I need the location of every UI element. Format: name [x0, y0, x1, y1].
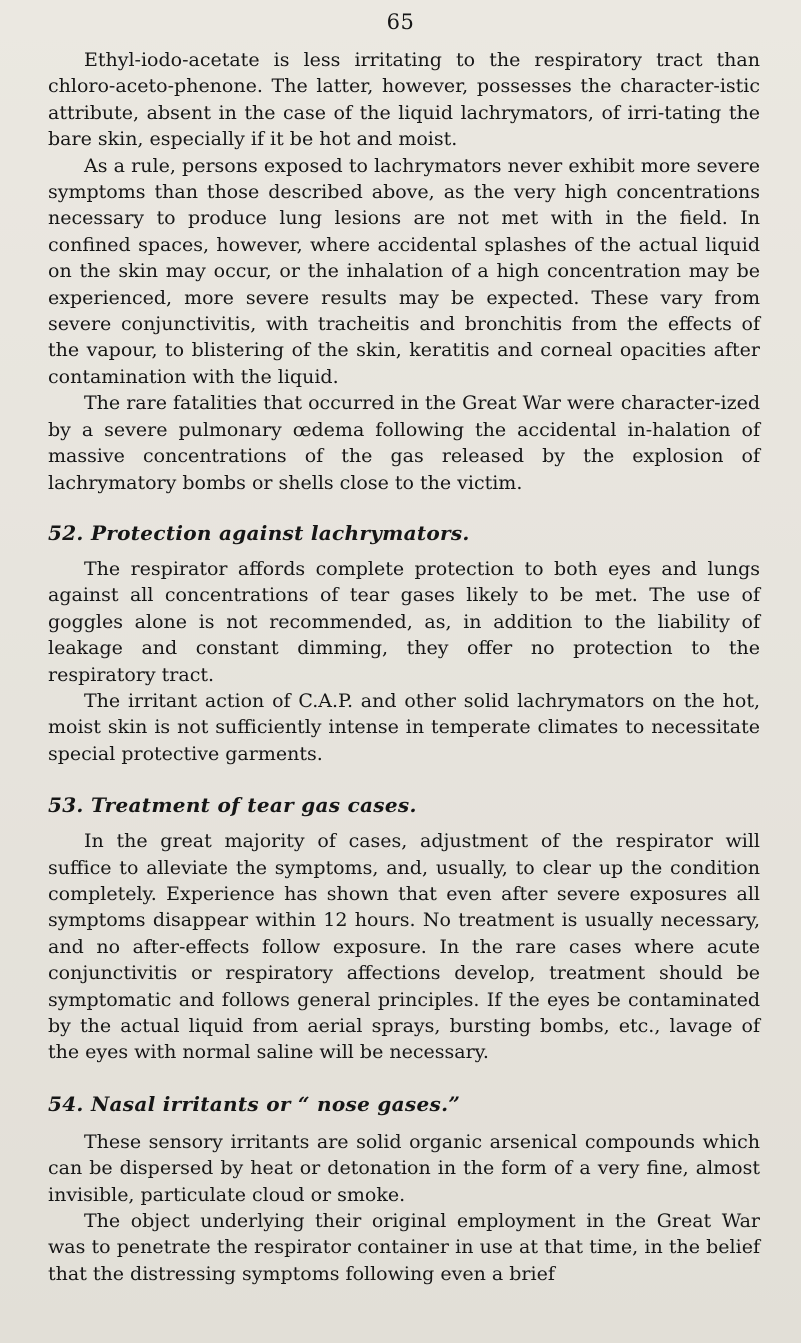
paragraph-fatalities: The rare fatalities that occurred in the Great War were character-ized by a severe pulmonary œdema following the accidental in-halation of massive concentrations of the gas released by the explosion of lachrymatory bombs or shells close to the victim. [48, 392, 760, 494]
paragraph-respirator-protection: The respirator affords complete protection to both eyes and lungs against all concentrations of tear gases likely to be met. The use of goggles alone is not recommended, as, in addition to the liability of leakage and constant dimming, they offer no protection to the respiratory tract. [48, 557, 760, 686]
section-heading-protection: 52. Protection against lachrymators. [48, 520, 470, 545]
page-number: 65 [386, 10, 415, 34]
section-heading-treatment: 53. Treatment of tear gas cases. [48, 793, 417, 818]
section-heading-nasal-irritants: 54. Nasal irritants or “ nose gases.” [48, 1091, 461, 1116]
paragraph-treatment: In the great majority of cases, adjustment of the respirator will suffice to alleviate the symptoms, and, usually, to clear up the condition completely. Experience has shown that even after severe exposures all symptoms disappear within 12 hours. No treatment is usually necessary, and no after-effects follow exposure. In the rare cases where acute conjunctivitis or respiratory affections develop, treatment should be symptomatic and follows general principles. If the eyes be contaminated by the actual liquid from aerial sprays, bursting bombs, etc., lavage of the eyes with normal saline will be necessary. [48, 830, 760, 1064]
paragraph-sensory-irritants: These sensory irritants are solid organic arsenical compounds which can be dispersed by heat or detonation in the form of a very fine, almost invisible, particulate cloud or smoke. [48, 1130, 760, 1206]
paragraph-original-employment: The object underlying their original employment in the Great War was to penetrate the respirator container in use at that time, in the belief that the distressing symptoms following even a brief [48, 1210, 760, 1285]
paragraph-ethyl-iodo-acetate: Ethyl-iodo-acetate is less irritating to the respiratory tract than chloro-aceto-phenone. The latter, however, possesses the character-istic attribute, absent in the case of the liquid lachrymators, of irri-tating the bare skin, especially if it be hot and moist. [48, 49, 760, 151]
paragraph-solid-lachrymators: The irritant action of C.A.P. and other solid lachrymators on the hot, moist skin is not sufficiently intense in temperate climates to necessitate special protective garments. [48, 689, 760, 765]
paragraph-lachrymator-symptoms: As a rule, persons exposed to lachrymators never exhibit more severe symptoms than those described above, as the very high concentrations necessary to produce lung lesions are not met with in the field. In confined spaces, however, where accidental splashes of the actual liquid on the skin may occur, or the inhalation of a high concentration may be experienced, more severe results may be expected. These vary from severe conjunctivitis, with tracheitis and bronchitis from the effects of the vapour, to blistering of the skin, keratitis and corneal opacities after contamination with the liquid. [48, 154, 760, 388]
body-text [48, 47, 760, 1287]
